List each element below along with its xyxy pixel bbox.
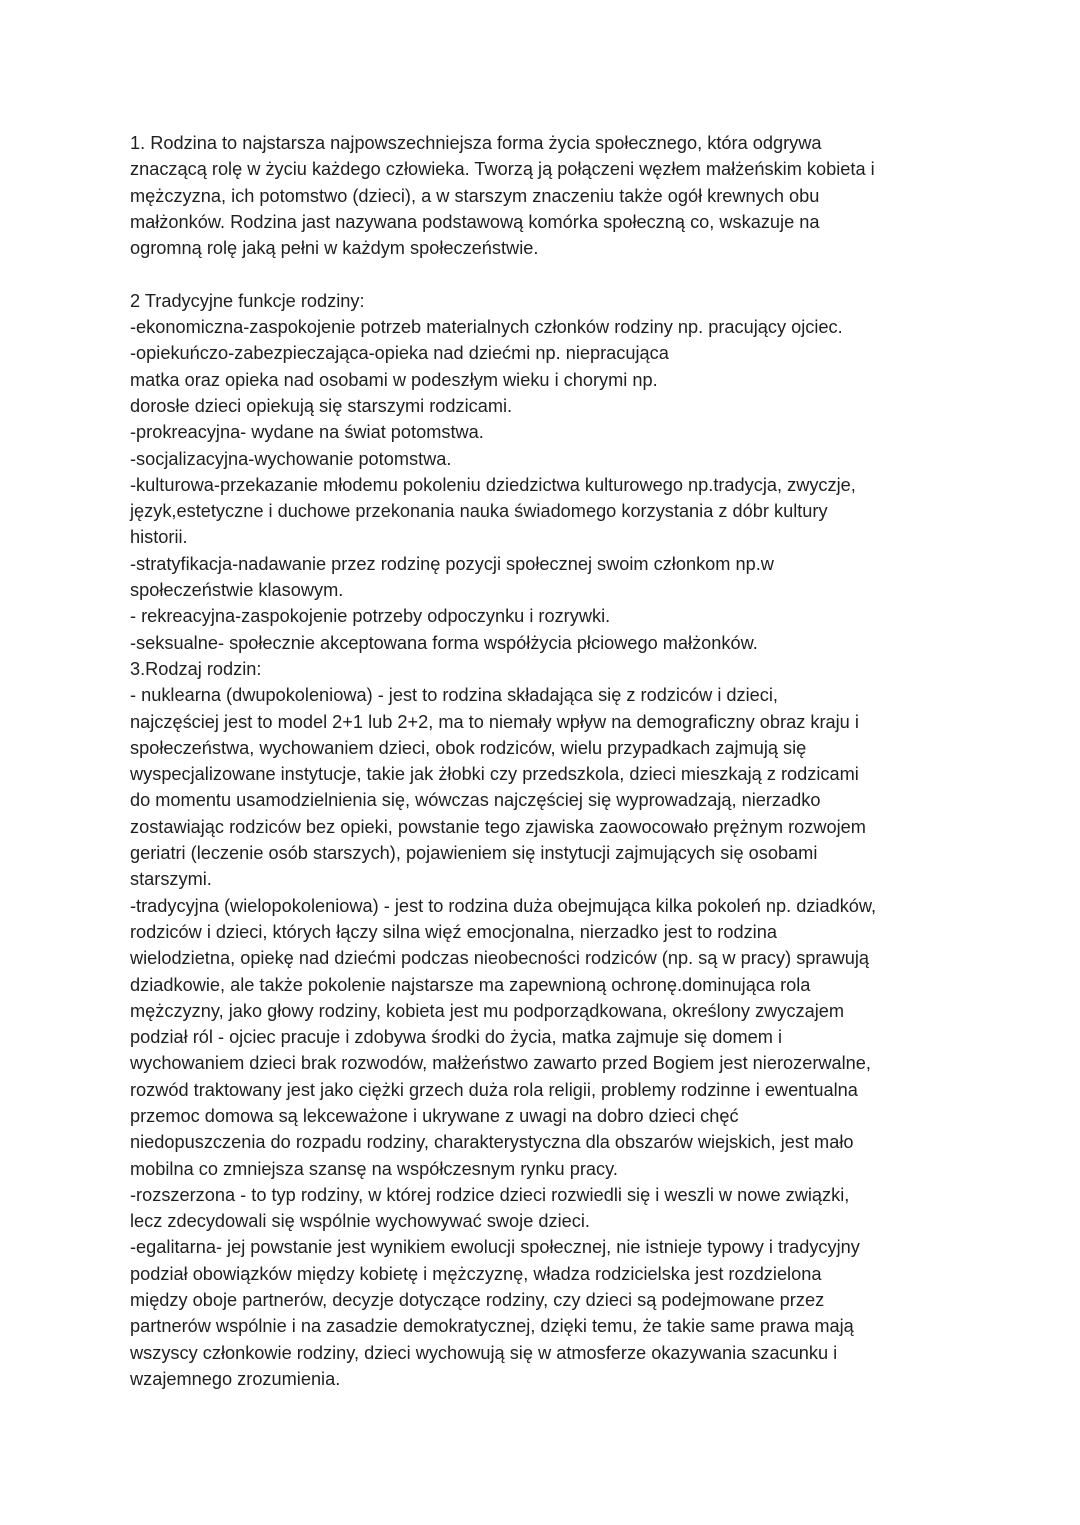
- text-line: między oboje partnerów, decyzje dotyczące rodziny, czy dzieci są podejmowane przez: [130, 1290, 825, 1311]
- text-line: wyspecjalizowane instytucje, takie jak żłobki czy przedszkola, dzieci mieszkają z rodzicami: [130, 764, 859, 785]
- text-line: podział ról - ojciec pracuje i zdobywa środki do życia, matka zajmuje się domem i: [130, 1027, 782, 1048]
- text-line: -seksualne- społecznie akceptowana forma współżycia płciowego małżonków.: [130, 632, 758, 653]
- text-line: wszyscy członkowie rodziny, dzieci wychowują się w atmosferze okazywania szacunku i: [130, 1342, 838, 1363]
- text-line: lecz zdecydowali się wspólnie wychowywać swoje dzieci.: [130, 1211, 590, 1232]
- text-line: -ekonomiczna-zaspokojenie potrzeb materialnych członków rodziny np. pracujący ojciec.: [130, 317, 843, 338]
- text-line: rodziców i dzieci, których łączy silna więź emocjonalna, nierzadko jest to rodzina: [130, 921, 777, 942]
- text-line: małżonków. Rodzina jast nazywana podstawową komórka społeczną co, wskazuje na: [130, 211, 820, 232]
- text-line: geriatri (leczenie osób starszych), pojawieniem się instytucji zajmujących się osobami: [130, 843, 818, 864]
- text-line: mobilna co zmniejsza szansę na współczesnym rynku pracy.: [130, 1158, 618, 1179]
- text-line: 1. Rodzina to najstarsza najpowszechniejsza forma życia społecznego, która odgrywa: [130, 133, 822, 153]
- text-line: rozwód traktowany jest jako ciężki grzech duża rola religii, problemy rodzinne i ewentualna: [130, 1079, 858, 1100]
- text-line: do momentu usamodzielnienia się, wówczas najczęściej się wyprowadzają, nierzadko: [130, 790, 821, 811]
- text-line: - rekreacyjna-zaspokojenie potrzeby odpoczynku i rozrywki.: [130, 606, 611, 627]
- paragraph-gap: [130, 261, 960, 287]
- text-line: wzajemnego zrozumienia.: [130, 1368, 341, 1389]
- text-line: przemoc domowa są lekceważone i ukrywane z uwagi na dobro dzieci chęć: [130, 1105, 739, 1126]
- text-line: najczęściej jest to model 2+1 lub 2+2, ma to niemały wpływ na demograficzny obraz kraju i: [130, 711, 859, 732]
- text-line: -kulturowa-przekazanie młodemu pokoleniu dziedzictwa kulturowego np.tradycja, zwyczje,: [130, 474, 856, 495]
- text-line: ogromną rolę jaką pełni w każdym społeczeństwie.: [130, 238, 539, 259]
- text-line: społeczeństwa, wychowaniem dzieci, obok rodziców, wielu przypadkach zajmują się: [130, 737, 807, 758]
- text-line: starszymi.: [130, 869, 212, 890]
- text-line: -tradycyjna (wielopokoleniowa) - jest to rodzina duża obejmująca kilka pokoleń np. dziadków,: [130, 895, 877, 916]
- text-line: społeczeństwie klasowym.: [130, 580, 344, 601]
- text-line: dziadkowie, ale także pokolenie najstarsze ma zapewnioną ochronę.dominująca rola: [130, 974, 811, 995]
- text-line: -opiekuńczo-zabezpieczająca-opieka nad dziećmi np. niepracująca: [130, 343, 669, 364]
- text-line: wychowaniem dzieci brak rozwodów, małżeństwo zawarto przed Bogiem jest nierozerwalne,: [130, 1053, 871, 1074]
- text-line: 2 Tradycyjne funkcje rodziny:: [130, 290, 365, 311]
- text-line: -egalitarna- jej powstanie jest wynikiem ewolucji społecznej, nie istnieje typowy i tradycyjny: [130, 1237, 860, 1258]
- text-line: język,estetyczne i duchowe przekonania nauka świadomego korzystania z dóbr kultury: [130, 501, 828, 522]
- text-line: - nuklearna (dwupokoleniowa) - jest to rodzina składająca się z rodziców i dzieci,: [130, 685, 778, 706]
- text-line: partnerów wspólnie i na zasadzie demokratycznej, dzięki temu, że takie same prawa mają: [130, 1316, 854, 1337]
- text-line: mężczyzna, ich potomstwo (dzieci), a w starszym znaczeniu także ogół krewnych obu: [130, 185, 820, 206]
- text-line: wielodzietna, opiekę nad dziećmi podczas nieobecności rodziców (np. są w pracy) sprawują: [130, 948, 869, 969]
- text-line: 3.Rodzaj rodzin:: [130, 658, 262, 679]
- text-line: dorosłe dzieci opiekują się starszymi rodzicami.: [130, 395, 513, 416]
- document-page: [130, 130, 960, 1392]
- text-line: -stratyfikacja-nadawanie przez rodzinę pozycji społecznej swoim członkom np.w: [130, 553, 774, 574]
- text-line: -rozszerzona - to typ rodziny, w której rodzice dzieci rozwiedli się i weszli w nowe związki,: [130, 1184, 850, 1205]
- text-line: mężczyzny, jako głowy rodziny, kobieta jest mu podporządkowana, określony zwyczajem: [130, 1000, 844, 1021]
- text-line: matka oraz opieka nad osobami w podeszłym wieku i chorymi np.: [130, 369, 658, 390]
- text-line: -socjalizacyjna-wychowanie potomstwa.: [130, 448, 452, 469]
- text-line: historii.: [130, 527, 188, 548]
- text-line: niedopuszczenia do rozpadu rodziny, charakterystyczna dla obszarów wiejskich, jest mało: [130, 1132, 854, 1153]
- text-line: -prokreacyjna- wydane na świat potomstwa.: [130, 422, 484, 443]
- text-line: zostawiając rodziców bez opieki, powstanie tego zjawiska zaowocowało prężnym rozwojem: [130, 816, 866, 837]
- text-line: znaczącą rolę w życiu każdego człowieka. Tworzą ją połączeni węzłem małżeńskim kobieta i: [130, 159, 875, 180]
- text-line: podział obowiązków między kobietę i mężczyznę, władza rodzicielska jest rozdzielona: [130, 1263, 822, 1284]
